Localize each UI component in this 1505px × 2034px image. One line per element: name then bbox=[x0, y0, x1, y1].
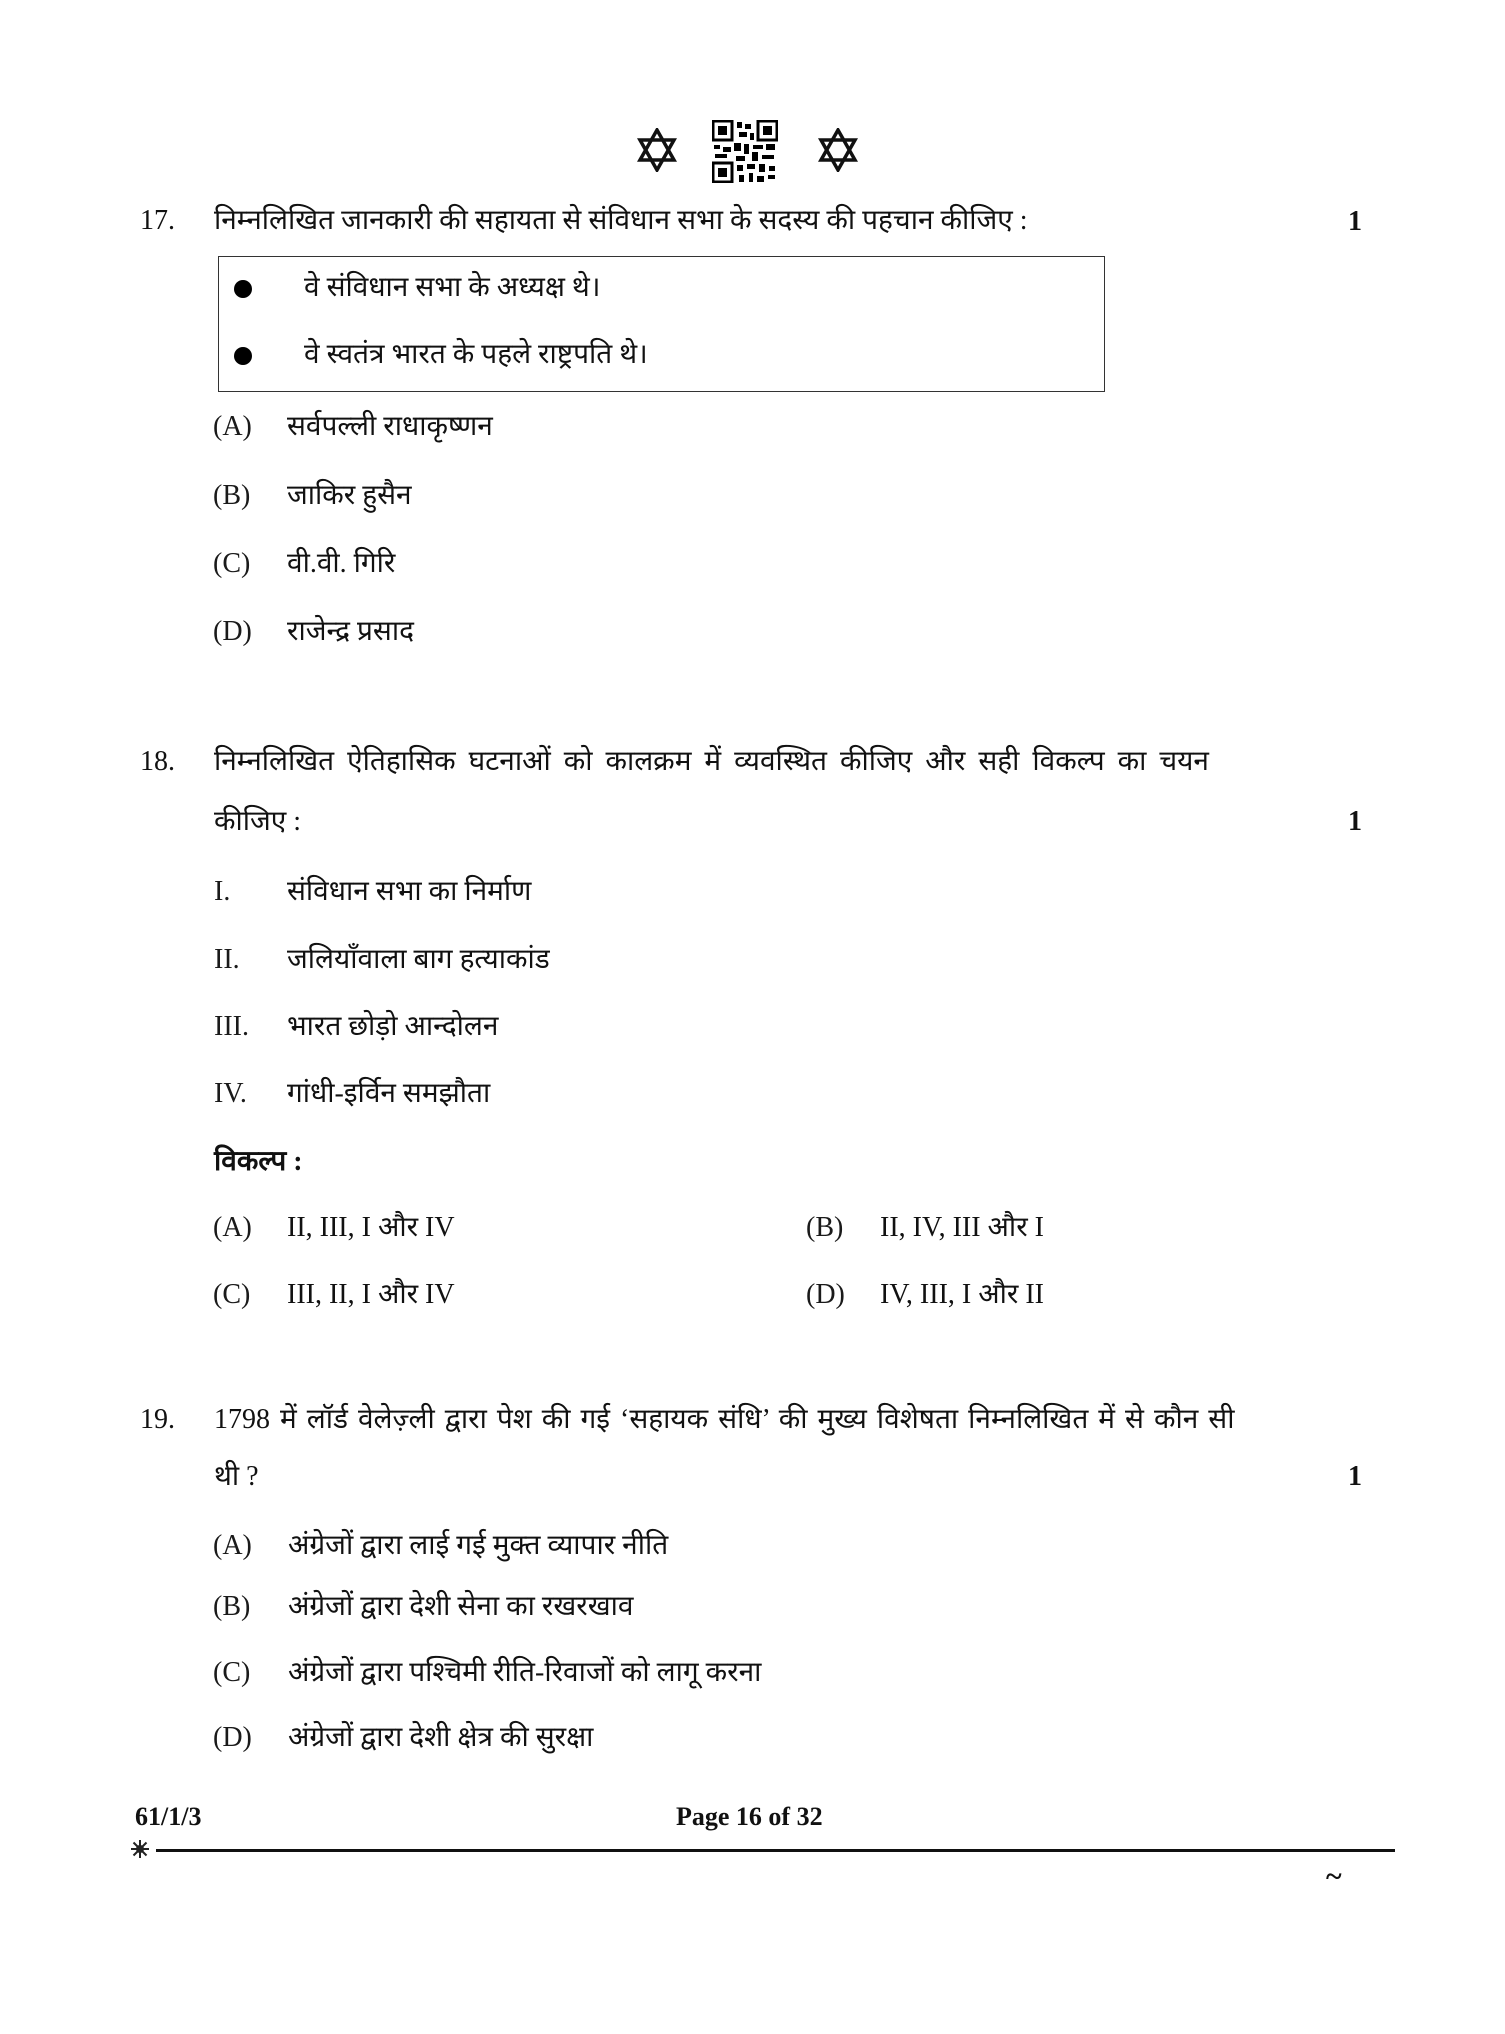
option-label: (B) bbox=[806, 1212, 844, 1243]
question-number: 18. bbox=[140, 746, 175, 777]
question-marks: 1 bbox=[1348, 806, 1362, 837]
option-label: (A) bbox=[213, 411, 252, 442]
option-text: राजेन्द्र प्रसाद bbox=[287, 616, 414, 647]
option-label: (D) bbox=[213, 1722, 252, 1753]
info-item: वे स्वतंत्र भारत के पहले राष्ट्रपति थे। bbox=[304, 339, 648, 370]
option-label: (D) bbox=[806, 1279, 845, 1310]
option-label: (A) bbox=[213, 1530, 252, 1561]
option-label: (B) bbox=[213, 480, 251, 511]
flower-ornament-icon bbox=[130, 1839, 150, 1859]
question-text-line1: 1798 में लॉर्ड वेलेज़्ली द्वारा पेश की गई ‘सहायक संधि’ की मुख्य विशेषता निम्नलिखित में से कौन सी bbox=[214, 1404, 1235, 1435]
option-text: अंग्रेजों द्वारा देशी क्षेत्र की सुरक्षा bbox=[288, 1722, 594, 1753]
option-text: वी.वी. गिरि bbox=[287, 548, 396, 579]
question-marks: 1 bbox=[1348, 206, 1362, 237]
page-number: Page 16 of 32 bbox=[676, 1802, 823, 1831]
question-text-line2: थी ? bbox=[214, 1461, 259, 1492]
bullet-icon bbox=[234, 280, 252, 298]
paper-code: 61/1/3 bbox=[135, 1802, 202, 1831]
option-text: अंग्रेजों द्वारा पश्चिमी रीति-रिवाजों को लागू करना bbox=[288, 1657, 762, 1688]
option-text: III, II, I और IV bbox=[287, 1279, 455, 1310]
option-text: अंग्रेजों द्वारा लाई गई मुक्त व्यापार नीति bbox=[288, 1530, 669, 1561]
event-label: I. bbox=[214, 876, 231, 907]
question-text: निम्नलिखित जानकारी की सहायता से संविधान सभा के सदस्य की पहचान कीजिए : bbox=[214, 205, 1028, 236]
event-text: जलियाँवाला बाग हत्याकांड bbox=[287, 944, 550, 975]
star-of-david-icon-left bbox=[637, 128, 677, 172]
event-label: II. bbox=[214, 944, 240, 975]
event-text: संविधान सभा का निर्माण bbox=[287, 876, 532, 907]
event-label: IV. bbox=[214, 1078, 247, 1109]
question-text-line1: निम्नलिखित ऐतिहासिक घटनाओं को कालक्रम में व्यवस्थित कीजिए और सही विकल्प का चयन bbox=[214, 746, 1209, 777]
info-item: वे संविधान सभा के अध्यक्ष थे। bbox=[304, 272, 601, 303]
option-label: (D) bbox=[213, 616, 252, 647]
corner-mark: ~ bbox=[1326, 1860, 1342, 1893]
option-text: जाकिर हुसैन bbox=[287, 480, 412, 511]
option-text: II, IV, III और I bbox=[880, 1212, 1044, 1243]
star-of-david-icon-right bbox=[818, 128, 858, 172]
bullet-icon bbox=[234, 347, 252, 365]
option-label: (A) bbox=[213, 1212, 252, 1243]
option-text: IV, III, I और II bbox=[880, 1279, 1044, 1310]
option-label: (C) bbox=[213, 1657, 251, 1688]
footer-divider bbox=[156, 1849, 1395, 1852]
question-text-line2: कीजिए : bbox=[214, 806, 302, 837]
option-text: अंग्रेजों द्वारा देशी सेना का रखरखाव bbox=[288, 1591, 634, 1622]
event-label: III. bbox=[214, 1011, 249, 1042]
options-heading: विकल्प : bbox=[214, 1146, 303, 1177]
option-text: सर्वपल्ली राधाकृष्णन bbox=[287, 411, 493, 442]
option-label: (C) bbox=[213, 548, 251, 579]
event-text: गांधी-इर्विन समझौता bbox=[287, 1078, 491, 1109]
option-label: (B) bbox=[213, 1591, 251, 1622]
option-label: (C) bbox=[213, 1279, 251, 1310]
event-text: भारत छोड़ो आन्दोलन bbox=[287, 1011, 499, 1042]
option-text: II, III, I और IV bbox=[287, 1212, 455, 1243]
question-number: 19. bbox=[140, 1404, 175, 1435]
question-number: 17. bbox=[140, 205, 175, 236]
qr-code bbox=[712, 120, 778, 183]
question-marks: 1 bbox=[1348, 1461, 1362, 1492]
